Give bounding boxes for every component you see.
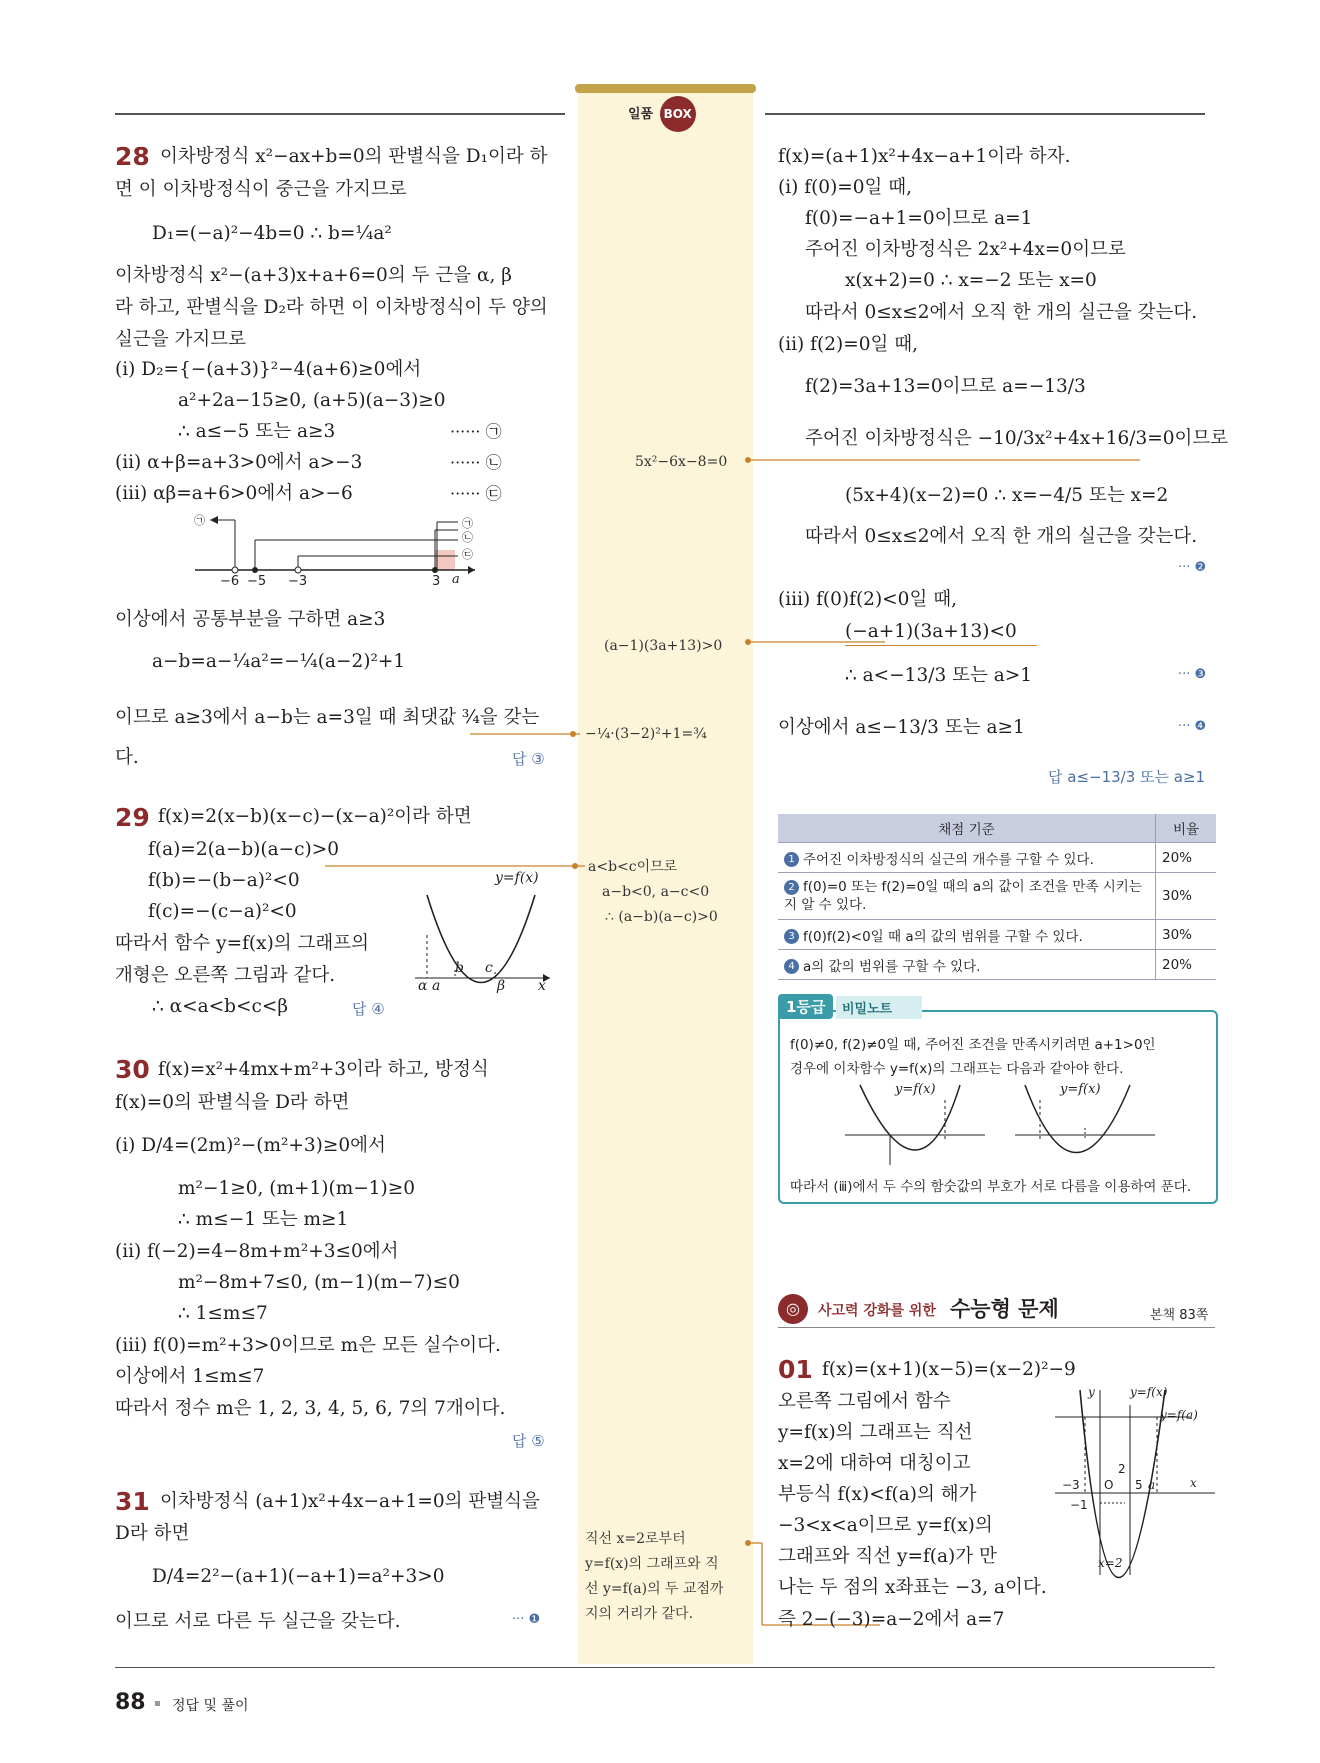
p29-line-2: f(b)=−(b−a)²<0 [148, 870, 300, 891]
p28-mark-2: ······ ㉡ [450, 453, 502, 472]
p29-axis-b: b [455, 960, 464, 976]
suneung-rule [778, 1327, 1215, 1328]
p29-axis-x: x [538, 978, 546, 994]
nl-label-3: 3 [432, 574, 441, 589]
q01-line-4: 부등식 f(x)<f(a)의 해가 [778, 1484, 977, 1505]
p28-line-14: 다. [115, 747, 139, 768]
p29-line-1: f(a)=2(a−b)(a−c)>0 [148, 839, 339, 860]
r31-line-5: 따라서 0≤x≤2에서 오직 한 개의 실근을 갖는다. [805, 302, 1198, 323]
problem-31-number: 31 [115, 1487, 150, 1516]
nl-label-minus5: −5 [247, 574, 267, 589]
row-num-badge: 1 [784, 852, 799, 867]
shade-region [435, 550, 455, 570]
header-tab-bar [575, 84, 756, 93]
p28-line-6: (ⅰ) D₂={−(a+3)}²−4(a+6)≥0에서 [115, 359, 422, 380]
p28-line-1: 면 이 이차방정식이 중근을 가지므로 [115, 179, 407, 200]
point-minus3 [295, 567, 301, 573]
footer-dot [155, 1701, 160, 1706]
p28-line-11: 이상에서 공통부분을 구하면 a≥3 [115, 609, 386, 630]
nl-label-minus6: −6 [220, 574, 240, 589]
q01-label-origin: O [1104, 1478, 1114, 1492]
p28-line-12: a−b=a−¼a²=−¼(a−2)²+1 [152, 651, 406, 672]
margin-note-5c: 선 y=f(a)의 두 교점까 [585, 1581, 724, 1597]
p31-line-0: 이차방정식 (a+1)x²+4x−a+1=0의 판별식을 [160, 1491, 540, 1512]
q01-label-x: x [1190, 1476, 1197, 1490]
p31-line-1: D라 하면 [115, 1523, 190, 1544]
problem-30-number: 30 [115, 1055, 150, 1084]
p30-line-8: (ⅲ) f(0)=m²+3>0이므로 m은 모든 실수이다. [115, 1335, 501, 1356]
r31-line-14: 이상에서 a≤−13/3 또는 a≥1 [778, 717, 1025, 738]
p29-line-3: f(c)=−(c−a)²<0 [148, 901, 297, 922]
q01-line-1: 오른쪽 그림에서 함수 [778, 1391, 951, 1412]
p28-line-2: D₁=(−a)²−4b=0 ∴ b=¼a² [152, 223, 392, 244]
r31-underline [845, 645, 1037, 646]
box-label-1: 일품 [628, 107, 654, 122]
row-pct: 20% [1156, 843, 1217, 873]
table-row [778, 950, 1216, 980]
point-minus6 [232, 567, 238, 573]
secret-note-text2: 경우에 이차함수 y=f(x)의 그래프는 다음과 같아야 한다. [790, 1061, 1124, 1077]
r31-step-2: ··· ❷ [1178, 560, 1207, 575]
table-row [778, 873, 1216, 920]
p29-line-0: f(x)=2(x−b)(x−c)−(x−a)²이라 하면 [158, 806, 472, 827]
nl-label-minus3: −3 [288, 574, 308, 589]
p30-line-2: (ⅰ) D/4=(2m)²−(m²+3)≥0에서 [115, 1135, 386, 1156]
p29-axis-a: a [432, 978, 441, 994]
p28-line-4: 라 하고, 판별식을 D₂라 하면 이 이차방정식이 두 양의 [115, 297, 548, 318]
row-num-badge: 2 [784, 880, 799, 895]
secret-note-text1: f(0)≠0, f(2)≠0일 때, 주어진 조건을 만족시키려면 a+1>0인 [790, 1037, 1156, 1053]
secret-graph-1-label: y=f(x) [895, 1082, 936, 1097]
q01-line-8: 즉 2−(−3)=a−2에서 a=7 [778, 1609, 1005, 1630]
p30-line-1: f(x)=0의 판별식을 D라 하면 [115, 1092, 350, 1113]
p29-line-4: 따라서 함수 y=f(x)의 그래프의 [115, 933, 370, 954]
nl-circle-2: ㉡ [462, 531, 473, 544]
note3-leader [740, 454, 1150, 466]
question-01-number: 01 [778, 1355, 813, 1384]
nl-circle-3: ㉢ [462, 548, 473, 561]
problem-29-number: 29 [115, 803, 150, 832]
table-row [778, 843, 1216, 873]
row-pct: 30% [1156, 873, 1217, 920]
p30-answer: 답 ⑤ [512, 1432, 545, 1450]
margin-note-2a: a<b<c이므로 [588, 859, 678, 875]
point-minus5 [252, 567, 258, 573]
p29-line-5: 개형은 오른쪽 그림과 같다. [115, 965, 336, 986]
r31-step-3: ··· ❸ [1178, 667, 1207, 682]
margin-note-4: (a−1)(3a+13)>0 [604, 638, 723, 654]
row-text: f(0)=0 또는 f(2)=0일 때의 a의 값이 조건을 만족 시키는지 알 수 있다. [784, 879, 1142, 913]
q01-label-fa: y=f(a) [1160, 1408, 1198, 1422]
p28-line-13: 이므로 a≥3에서 a−b는 a=3일 때 최댓값 ¾을 갖는 [115, 707, 540, 728]
r31-step-4: ··· ❹ [1178, 719, 1207, 734]
q01-line-3: x=2에 대하여 대칭이고 [778, 1453, 971, 1474]
r31-line-12: (−a+1)(3a+13)<0 [845, 621, 1017, 642]
margin-note-5a: 직선 x=2로부터 [585, 1531, 686, 1547]
q01-label-5: 5 [1135, 1478, 1143, 1492]
note2-leader [325, 860, 595, 872]
r31-line-4: x(x+2)=0 ∴ x=−2 또는 x=0 [845, 270, 1097, 291]
p28-answer: 답 ③ [512, 750, 545, 768]
q01-line-6: 그래프와 직선 y=f(a)가 만 [778, 1546, 997, 1567]
row-text: f(0)f(2)<0일 때 a의 값의 범위를 구할 수 있다. [803, 928, 1083, 945]
p29-graph-label: y=f(x) [495, 870, 539, 886]
p31-line-3: 이므로 서로 다른 두 실근을 갖는다. [115, 1611, 401, 1632]
p28-line-7: a²+2a−15≥0, (a+5)(a−3)≥0 [178, 390, 446, 411]
p30-line-9: 이상에서 1≤m≤7 [115, 1366, 265, 1387]
scoring-table [778, 814, 1216, 980]
p30-line-6: m²−8m+7≤0, (m−1)(m−7)≤0 [178, 1272, 460, 1293]
p31-line-2: D/4=2²−(a+1)(−a+1)=a²+3>0 [152, 1566, 445, 1587]
p28-line-10: (ⅲ) αβ=a+6>0에서 a>−6 [115, 483, 353, 504]
r31-line-10: 따라서 0≤x≤2에서 오직 한 개의 실근을 갖는다. [805, 526, 1198, 547]
q01-label-2: 2 [1118, 1462, 1126, 1476]
p30-line-7: ∴ 1≤m≤7 [178, 1303, 268, 1324]
nl-circle-1: ㉠ [194, 514, 205, 527]
q01-line-2: y=f(x)의 그래프는 직선 [778, 1422, 973, 1443]
box-badge: BOX [660, 96, 696, 132]
q01-label-x2: x=2 [1098, 1556, 1123, 1570]
q01-label-minus3: −3 [1062, 1478, 1080, 1492]
nl-label-a: a [452, 572, 460, 587]
p28-line-8: ∴ a≤−5 또는 a≥3 [178, 421, 336, 442]
q01-line-5: −3<x<a이므로 y=f(x)의 [778, 1515, 993, 1536]
r31-line-8: 주어진 이차방정식은 −10/3x²+4x+16/3=0이므로 [805, 428, 1229, 449]
r31-line-13: ∴ a<−13/3 또는 a>1 [845, 665, 1033, 686]
q01-label-a: a [1148, 1478, 1156, 1492]
p29-axis-c: c [485, 960, 493, 976]
q01-line-7: 나는 두 점의 x좌표는 −3, a이다. [778, 1577, 1047, 1598]
p28-line-0: 이차방정식 x²−ax+b=0의 판별식을 D₁이라 하 [160, 146, 548, 167]
q01-label-y: y [1088, 1385, 1095, 1399]
p30-line-5: (ⅱ) f(−2)=4−8m+m²+3≤0에서 [115, 1241, 399, 1262]
secret-note-text3: 따라서 (ⅲ)에서 두 수의 함숫값의 부호가 서로 다름을 이용하여 푼다. [790, 1179, 1192, 1195]
r31-line-11: (ⅲ) f(0)f(2)<0일 때, [778, 589, 957, 610]
footer-rule [115, 1667, 1215, 1668]
p30-line-3: m²−1≥0, (m+1)(m−1)≥0 [178, 1178, 416, 1199]
row-text: a의 값의 범위를 구할 수 있다. [803, 958, 981, 975]
r31-line-0: f(x)=(a+1)x²+4x−a+1이라 하자. [778, 146, 1071, 167]
p28-line-5: 실근을 가지므로 [115, 329, 246, 350]
row-num-badge: 4 [784, 959, 799, 974]
suneung-title: 수능형 문제 [950, 1297, 1059, 1321]
problem-28-number: 28 [115, 142, 150, 171]
p29-answer: 답 ④ [352, 1000, 385, 1018]
p29-axis-alpha: α [418, 978, 428, 994]
p30-line-4: ∴ m≤−1 또는 m≥1 [178, 1209, 349, 1230]
point-3 [432, 567, 438, 573]
p30-line-0: f(x)=x²+4mx+m²+3이라 하고, 방정식 [158, 1059, 489, 1080]
r31-line-6: (ⅱ) f(2)=0일 때, [778, 334, 918, 355]
row-num-badge: 3 [784, 929, 799, 944]
secret-note-badge: 1등급 [778, 994, 833, 1019]
p28-line-3: 이차방정식 x²−(a+3)x+a+6=0의 두 근을 α, β [115, 265, 512, 286]
q01-label-minus1: −1 [1070, 1498, 1088, 1512]
row-pct: 30% [1156, 920, 1217, 950]
row-pct: 20% [1156, 950, 1217, 980]
p29-line-6: ∴ α<a<b<c<β [152, 996, 289, 1017]
r31-line-9: (5x+4)(x−2)=0 ∴ x=−4/5 또는 x=2 [845, 485, 1169, 506]
p29-graph [415, 880, 555, 1015]
r31-line-2: f(0)=−a+1=0이므로 a=1 [805, 208, 1033, 229]
margin-note-2c: ∴ (a−b)(a−c)>0 [605, 909, 718, 925]
header-rule-right [765, 113, 1205, 115]
box-label [628, 96, 696, 132]
r31-line-3: 주어진 이차방정식은 2x²+4x=0이므로 [805, 239, 1126, 260]
q01-line-0: f(x)=(x+1)(x−5)=(x−2)²−9 [822, 1359, 1076, 1380]
margin-note-5d: 지의 거리가 같다. [585, 1606, 694, 1622]
suneung-ref: 본책 83쪽 [1150, 1308, 1209, 1323]
score-header-criteria: 채점 기준 [778, 814, 1156, 843]
row-text: 주어진 이차방정식의 실근의 개수를 구할 수 있다. [803, 851, 1094, 868]
q01-label-fx: y=f(x) [1130, 1385, 1168, 1399]
page-number: 88 [115, 1690, 146, 1715]
p31-step-1: ··· ❶ [512, 1612, 541, 1627]
margin-note-3: 5x²−6x−8=0 [635, 454, 728, 470]
p28-mark-3: ······ ㉢ [450, 484, 502, 503]
table-row [778, 920, 1216, 950]
p28-line-9: (ⅱ) α+β=a+3>0에서 a>−3 [115, 452, 363, 473]
secret-note-title: 비밀노트 [836, 996, 922, 1019]
p30-line-10: 따라서 정수 m은 1, 2, 3, 4, 5, 6, 7의 7개이다. [115, 1398, 506, 1419]
header-rule-left [115, 113, 565, 115]
r31-line-7: f(2)=3a+13=0이므로 a=−13/3 [805, 376, 1086, 397]
suneung-subtitle: 사고력 강화를 위한 [818, 1303, 936, 1319]
secret-graph-2-label: y=f(x) [1060, 1082, 1101, 1097]
margin-note-1: −¼·(3−2)²+1=¾ [585, 726, 707, 742]
margin-note-5b: y=f(x)의 그래프와 직 [585, 1556, 719, 1572]
p28-mark-1: ······ ㉠ [450, 422, 502, 441]
suneung-icon: ◎ [778, 1294, 808, 1324]
footer-label: 정답 및 풀이 [172, 1698, 249, 1714]
r31-line-1: (ⅰ) f(0)=0일 때, [778, 177, 913, 198]
margin-note-2b: a−b<0, a−c<0 [602, 884, 710, 900]
score-header-ratio: 비율 [1156, 814, 1217, 843]
nl-circle-1r: ㉠ [462, 517, 473, 530]
r31-answer: 답 a≤−13/3 또는 a≥1 [1048, 768, 1206, 786]
p29-axis-beta: β [497, 978, 506, 994]
